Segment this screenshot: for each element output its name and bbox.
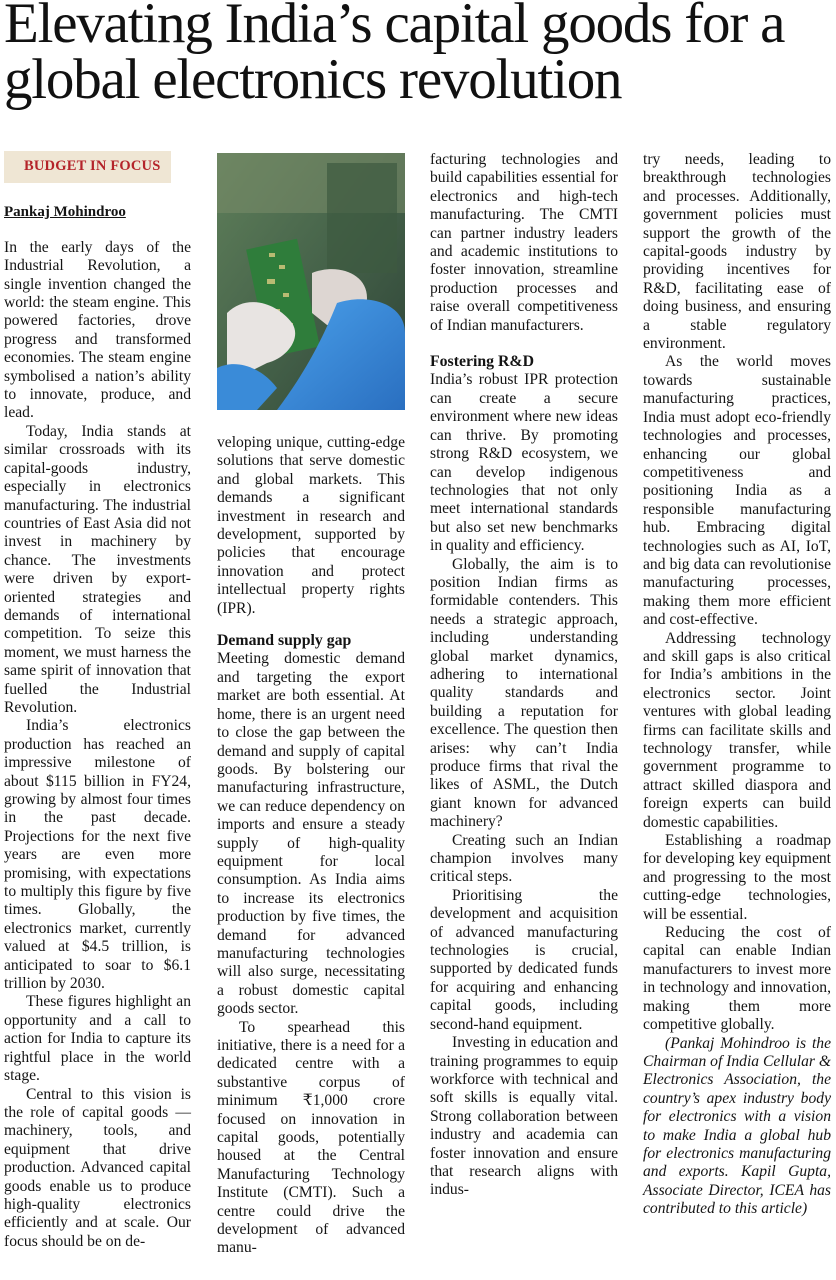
paragraph: These figures highlight an opportunity and a call to action for India to capture its rightful place in the world stage. — [4, 993, 191, 1085]
paragraph: Creating such an Indian champion involves many critical steps. — [430, 831, 618, 886]
paragraph: Establishing a roadmap for developing key equipment and progressing to the most cutting-edge technologies, will be essential. — [643, 832, 831, 923]
byline: Pankaj Mohindroo — [4, 204, 126, 221]
paragraph: In the early days of the Industrial Revolution, a single invention changed the world: the steam engine. This powered factories, drove progress and transformed economies. The steam engine symbolised a nation’s ability to innovate, produce, and lead. — [4, 238, 191, 422]
paragraph: Central to this vision is the role of capital goods — machinery, tools, and equipment that drive production. Advanced capital goods enable us to produce high-quality electronics efficiently and at scale. Our focus should be on de- — [4, 1085, 191, 1250]
headline: Elevating India’s capital goods for a global electronics revolution — [4, 0, 785, 111]
column-2 — [217, 434, 405, 1258]
circuit-board-photo — [217, 153, 405, 410]
paragraph: Meeting domestic demand and targeting the export market are both essential. At home, there is an urgent need to close the gap between the demand and supply of capital goods. By bolstering our manufacturing infrastructure, we can reduce dependency on imports and ensure a steady supply of high-quality equipment for local consumption. As India aims to increase its electronics production by five times, the demand for advanced manufacturing technologies will also surge, necessitating a robust domestic capital goods sector. — [217, 650, 405, 1018]
paragraph: Reducing the cost of capital can enable Indian manufacturers to invest more in technology and innovation, making them more competitive globally. — [643, 924, 831, 1034]
paragraph: try needs, leading to breakthrough technologies and processes. Additionally, government policies must support the growth of the capital-goods industry by providing incentives for R&D, facilitating ease of doing business, and ensuring a stable regulatory environment. — [643, 151, 831, 353]
credit-text: (Pankaj Mohindroo is the Chairman of India Cellular & Electronics Association, the country’s apex industry body for electronics with a vision to make India a global hub for electronics manufacturing and exports. Kapil Gupta, Associate Director, ICEA has contributed to this article) — [643, 1034, 832, 1218]
column-4 — [643, 151, 831, 1219]
subheading-fostering-rd: Fostering R&D — [430, 353, 534, 371]
paragraph: Investing in education and training programmes to equip workforce with technical and soft skills is equally vital. Strong collaboration between industry and academia can foster innovation and ensure that research aligns with indus- — [430, 1034, 618, 1199]
column-3 — [430, 151, 618, 1200]
paragraph: To spearhead this initiative, there is a need for a dedicated centre with a substantive corpus of minimum ₹1,000 crore focused on innovation in capital goods, potentially housed at the Central Manufacturing Technology Institute (CMTI). Such a centre could drive the development of advanced manu- — [217, 1018, 405, 1257]
paragraph: India’s electronics production has reached an impressive milestone of about $115 billion in FY24, growing by almost four times in the past decade. Projections for the next five years are even more promising, with expectations to multiply this figure by five times. Globally, the electronics market, currently valued at $4.5 trillion, is anticipated to soar to $6.1 trillion by 2030. — [4, 717, 191, 993]
section-kicker: BUDGET IN FOCUS — [4, 151, 171, 183]
column-1 — [4, 151, 191, 1251]
paragraph: Prioritising the development and acquisition of advanced manufacturing technologies is crucial, supported by dedicated funds for acquiring and enhancing capital goods, including second-hand equipment. — [430, 886, 618, 1033]
paragraph: India’s robust IPR protection can create a secure environment where new ideas can thrive. By promoting strong R&D ecosystem, we can develop indigenous technologies that not only meet international standards but also set new benchmarks in quality and efficiency. — [430, 371, 618, 555]
author-credit — [643, 1035, 831, 1219]
paragraph: facturing technologies and build capabilities essential for electronics and high-tech manufacturing. The CMTI can partner industry leaders and academic institutions to foster innovation, streamline production processes and raise overall competitiveness of Indian manufacturers. — [430, 151, 618, 334]
paragraph: As the world moves towards sustainable manufacturing practices, India must adopt eco-friendly technologies and processes, enhancing our global competitiveness and positioning India as a responsible manufacturing hub. Embracing digital technologies such as AI, IoT, and big data can revolutionise manufacturing processes, making them more efficient and cost-effective. — [643, 353, 831, 629]
paragraph: veloping unique, cutting-edge solutions that serve domestic and global markets. This demands a significant investment in research and development, supported by policies that encourage innovation and protect intellectual property rights (IPR). — [217, 434, 405, 617]
article-photo — [217, 153, 405, 410]
paragraph: Addressing technology and skill gaps is also critical for India’s ambitions in the electronics sector. Joint ventures with global leading firms can facilitate skills and technology transfer, while government programme to attract skilled diaspora and foreign experts can build domestic capabilities. — [643, 629, 831, 831]
subheading-demand-supply: Demand supply gap — [217, 632, 352, 650]
paragraph: Today, India stands at similar crossroads with its capital-goods industry, especially in electronics manufacturing. The industrial countries of East Asia did not invest in machinery by chance. The investments were driven by export-oriented strategies and demands of international competition. To seize this moment, we must harness the same spirit of innovation that fuelled the Industrial Revolution. — [4, 422, 191, 716]
paragraph: Globally, the aim is to position Indian firms as formidable contenders. This needs a strategic approach, including understanding global market dynamics, adhering to international quality standards and building a reputation for excellence. The question then arises: why can’t India produce firms that rival the likes of ASML, the Dutch giant known for advanced machinery? — [430, 555, 618, 831]
